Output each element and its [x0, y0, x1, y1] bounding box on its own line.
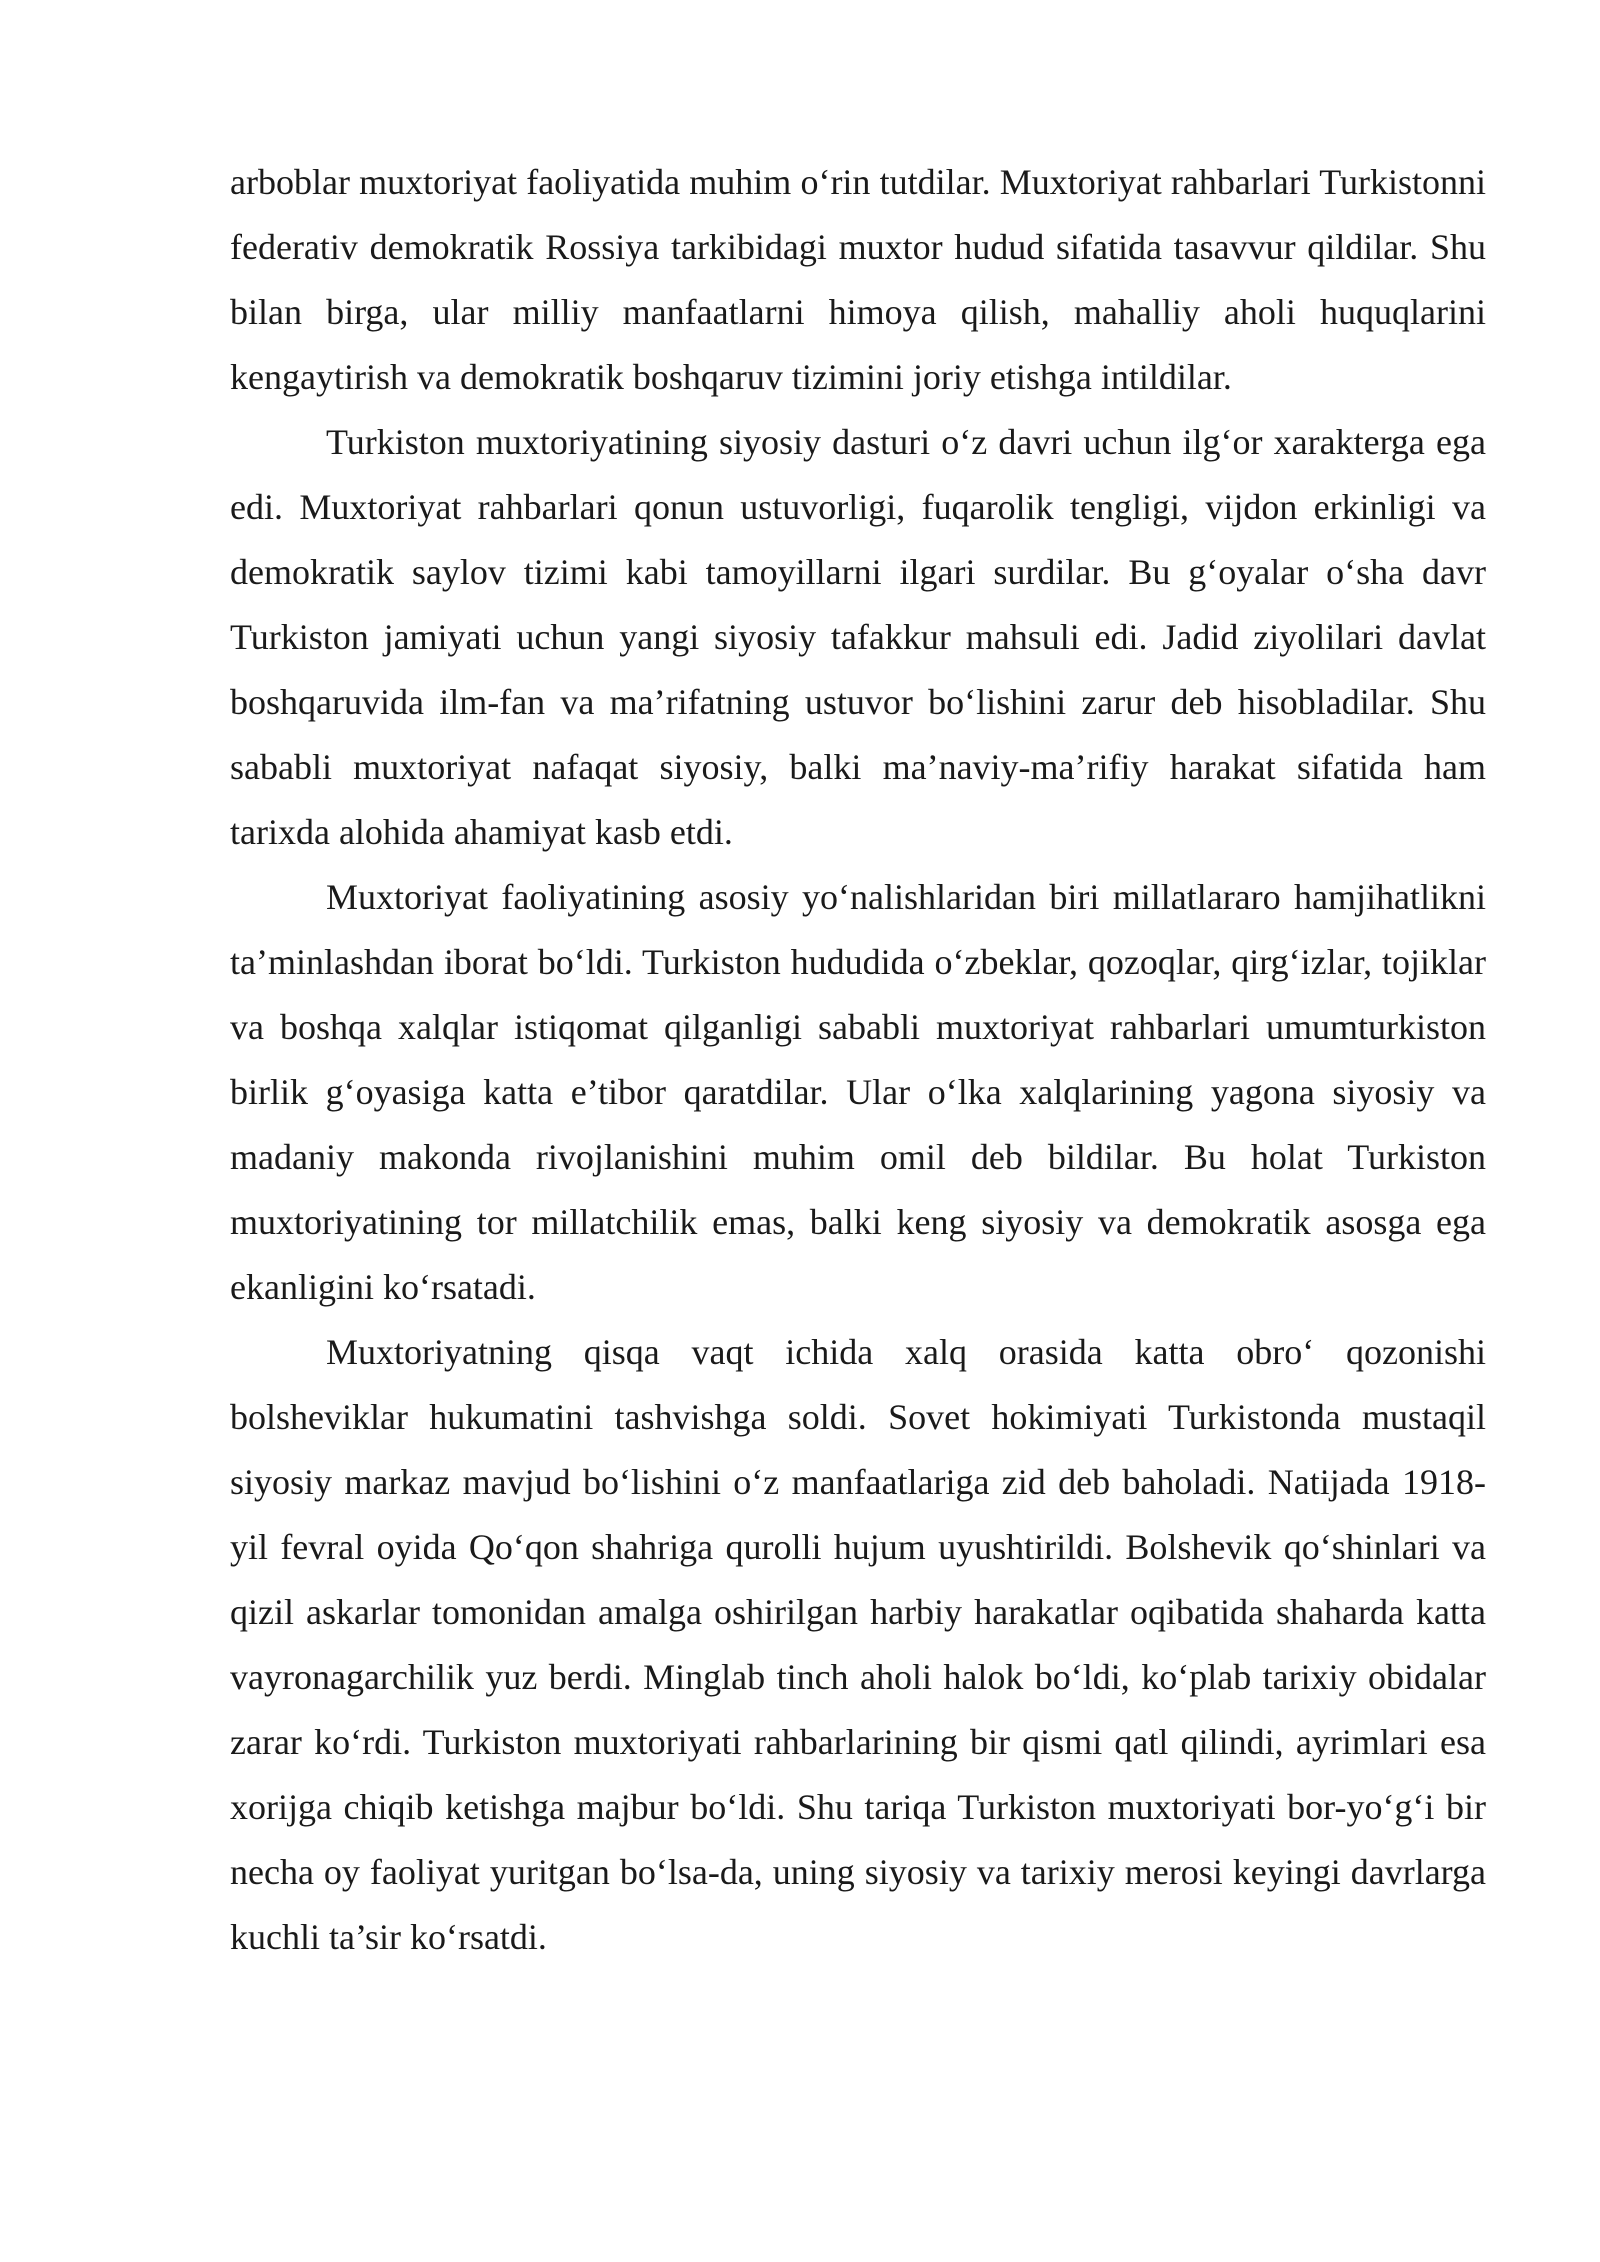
paragraph-bolshevik-attack: Muxtoriyatning qisqa vaqt ichida xalq orasida katta obro‘ qozonishi bolsheviklar hukumatini tashvishga soldi. Sovet hokimiyati Turkistonda mustaqil siyosiy markaz mavjud bo‘lishini o‘z manfaatlariga zid deb baholadi. Natijada 1918-yil fevral oyida Qo‘qon shahriga qurolli hujum uyushtirildi. Bolshevik qo‘shinlari va qizil askarlar tomonidan amalga oshirilgan harbiy harakatlar oqibatida shaharda katta vayronagarchilik yuz berdi. Minglab tinch aholi halok bo‘ldi, ko‘plab tarixiy obidalar zarar ko‘rdi. Turkiston muxtoriyati rahbarlarining bir qismi qatl qilindi, ayrimlari esa xorijga chiqib ketishga majbur bo‘ldi. Shu tariqa Turkiston muxtoriyati bor-yo‘g‘i bir necha oy faoliyat yuritgan bo‘lsa-da, uning siyosiy va tarixiy merosi keyingi davrlarga kuchli ta’sir ko‘rsatdi. [230, 1332, 1486, 1957]
document-page [230, 150, 1486, 1970]
paragraph-political-program: Turkiston muxtoriyatining siyosiy dasturi o‘z davri uchun ilg‘or xarakterga ega edi. Muxtoriyat rahbarlari qonun ustuvorligi, fuqarolik tengligi, vijdon erkinligi va demokratik saylov tizimi kabi tamoyillarni ilgari surdilar. Bu g‘oyalar o‘sha davr Turkiston jamiyati uchun yangi siyosiy tafakkur mahsuli edi. Jadid ziyolilari davlat boshqaruvida ilm-fan va ma’rifatning ustuvor bo‘lishini zarur deb hisobladilar. Shu sababli muxtoriyat nafaqat siyosiy, balki ma’naviy-ma’rifiy harakat sifatida ham tarixda alohida ahamiyat kasb etdi. [230, 422, 1486, 852]
paragraph-interethnic-unity: Muxtoriyat faoliyatining asosiy yo‘nalishlaridan biri millatlararo hamjihatlikni ta’minlashdan iborat bo‘ldi. Turkiston hududida o‘zbeklar, qozoqlar, qirg‘izlar, tojiklar va boshqa xalqlar istiqomat qilganligi sababli muxtoriyat rahbarlari umumturkiston birlik g‘oyasiga katta e’tibor qaratdilar. Ular o‘lka xalqlarining yagona siyosiy va madaniy makonda rivojlanishini muhim omil deb bildilar. Bu holat Turkiston muxtoriyatining tor millatchilik emas, balki keng siyosiy va demokratik asosga ega ekanligini ko‘rsatadi. [230, 877, 1486, 1307]
paragraph-continuation: arboblar muxtoriyat faoliyatida muhim o‘rin tutdilar. Muxtoriyat rahbarlari Turkistonni federativ demokratik Rossiya tarkibidagi muxtor hudud sifatida tasavvur qildilar. Shu bilan birga, ular milliy manfaatlarni himoya qilish, mahalliy aholi huquqlarini kengaytirish va demokratik boshqaruv tizimini joriy etishga intildilar. [230, 162, 1486, 397]
